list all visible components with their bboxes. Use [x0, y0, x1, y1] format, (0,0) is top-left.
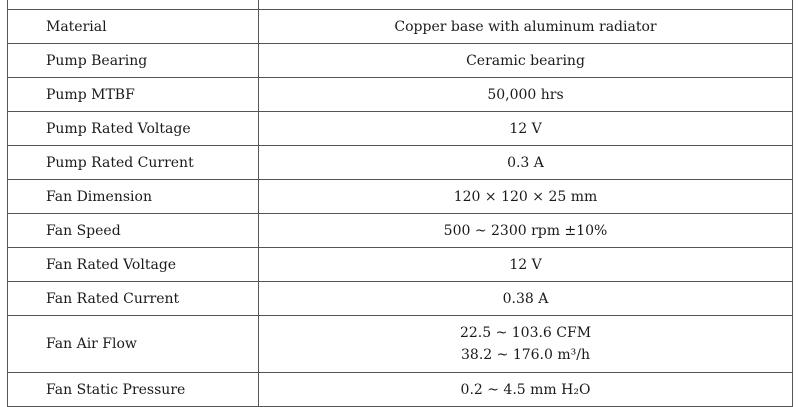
spec-label: Pump MTBF	[8, 78, 259, 112]
table-row	[8, 282, 793, 316]
spec-value: 0.2 ~ 4.5 mm H₂O	[259, 373, 793, 407]
spec-value: 0.38 A	[259, 282, 793, 316]
table-row	[8, 180, 793, 214]
spec-value: 120 × 120 × 25 mm	[259, 180, 793, 214]
table-row	[8, 248, 793, 282]
spec-label: Fan Air Flow	[8, 316, 259, 373]
spec-value: 50,000 hrs	[259, 78, 793, 112]
spec-label: Fan Rated Current	[8, 282, 259, 316]
spec-label: Pump Rated Voltage	[8, 112, 259, 146]
spec-value: 12 V	[259, 112, 793, 146]
table-row	[8, 0, 793, 10]
table-row	[8, 112, 793, 146]
table-row	[8, 44, 793, 78]
table-row	[8, 214, 793, 248]
spec-label: Fan Speed	[8, 214, 259, 248]
spec-table	[7, 0, 793, 407]
spec-label: Fan Static Pressure	[8, 373, 259, 407]
spec-label: Fan Rated Voltage	[8, 248, 259, 282]
spec-label: Pump Rated Current	[8, 146, 259, 180]
spec-value: 12 V	[259, 248, 793, 282]
spec-value: 0.3 A	[259, 146, 793, 180]
spec-value: Ceramic bearing	[259, 44, 793, 78]
table-row	[8, 316, 793, 373]
table-row	[8, 78, 793, 112]
spec-value	[259, 316, 793, 373]
spec-label: Material	[8, 10, 259, 44]
table-row	[8, 373, 793, 407]
spec-value: Copper base with aluminum radiator	[259, 10, 793, 44]
table-row	[8, 10, 793, 44]
table-row	[8, 146, 793, 180]
spec-value-line: 38.2 ~ 176.0 m³/h	[461, 347, 590, 363]
spec-value	[259, 0, 793, 10]
spec-label: Pump Bearing	[8, 44, 259, 78]
spec-value: 500 ~ 2300 rpm ±10%	[259, 214, 793, 248]
spec-value-line: 22.5 ~ 103.6 CFM	[459, 325, 592, 341]
spec-label	[8, 0, 259, 10]
spec-label: Fan Dimension	[8, 180, 259, 214]
